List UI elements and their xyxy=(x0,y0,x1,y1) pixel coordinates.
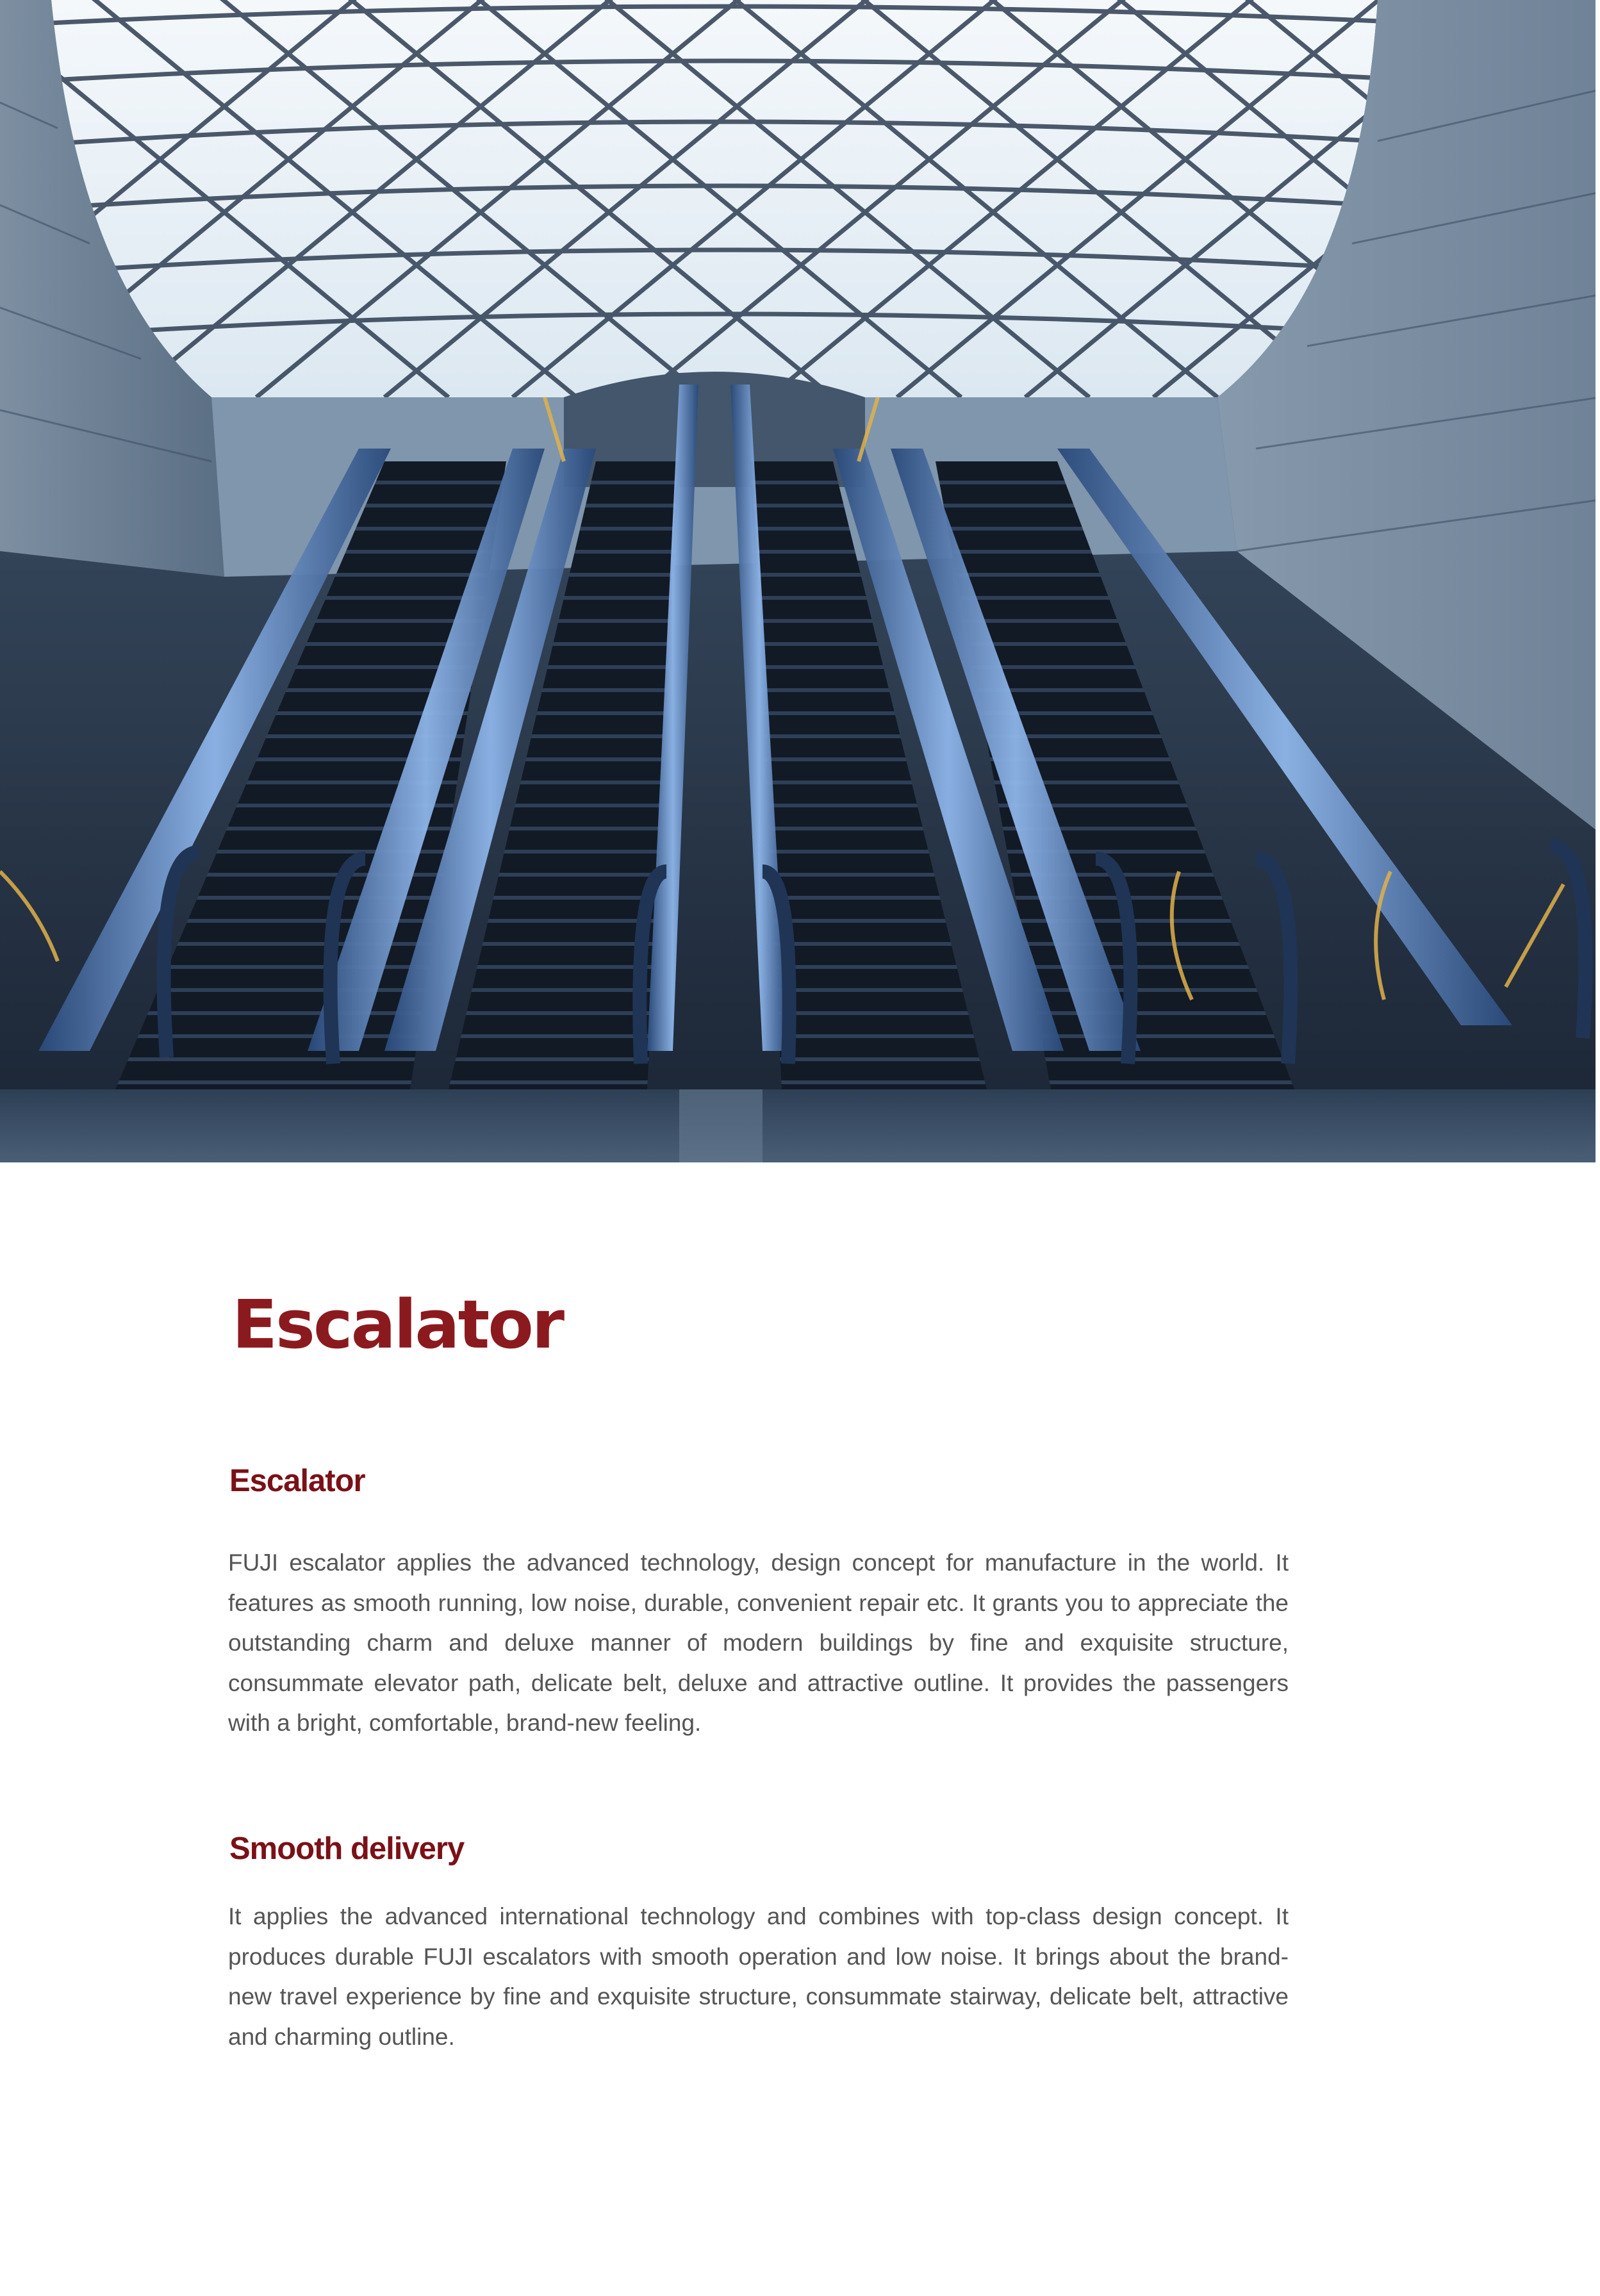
section-body-escalator: FUJI escalator applies the advanced technology, design concept for manufacture in the world. It features as smooth running, low noise, durable, convenient repair etc. It grants you to appreciate the outstanding charm and deluxe manner of modern buildings by fine and exquisite structure, consummate elevator path, delicate belt, deluxe and attractive outline. It provides the passengers with a bright, comfortable, brand-new feeling. xyxy=(228,1549,1289,1737)
section-heading-escalator: Escalator xyxy=(229,1464,365,1498)
section-heading-smooth-delivery: Smooth delivery xyxy=(229,1831,465,1866)
section-body-smooth-delivery: It applies the advanced international technology and combines with top-class design concept. It produces durable FUJI escalators with smooth operation and low noise. It brings about the brand-new travel experience by fine and exquisite structure, consummate stairway, delicate belt, attractive and charming outline. xyxy=(228,1903,1289,2050)
page-title: Escalator xyxy=(232,1285,563,1364)
